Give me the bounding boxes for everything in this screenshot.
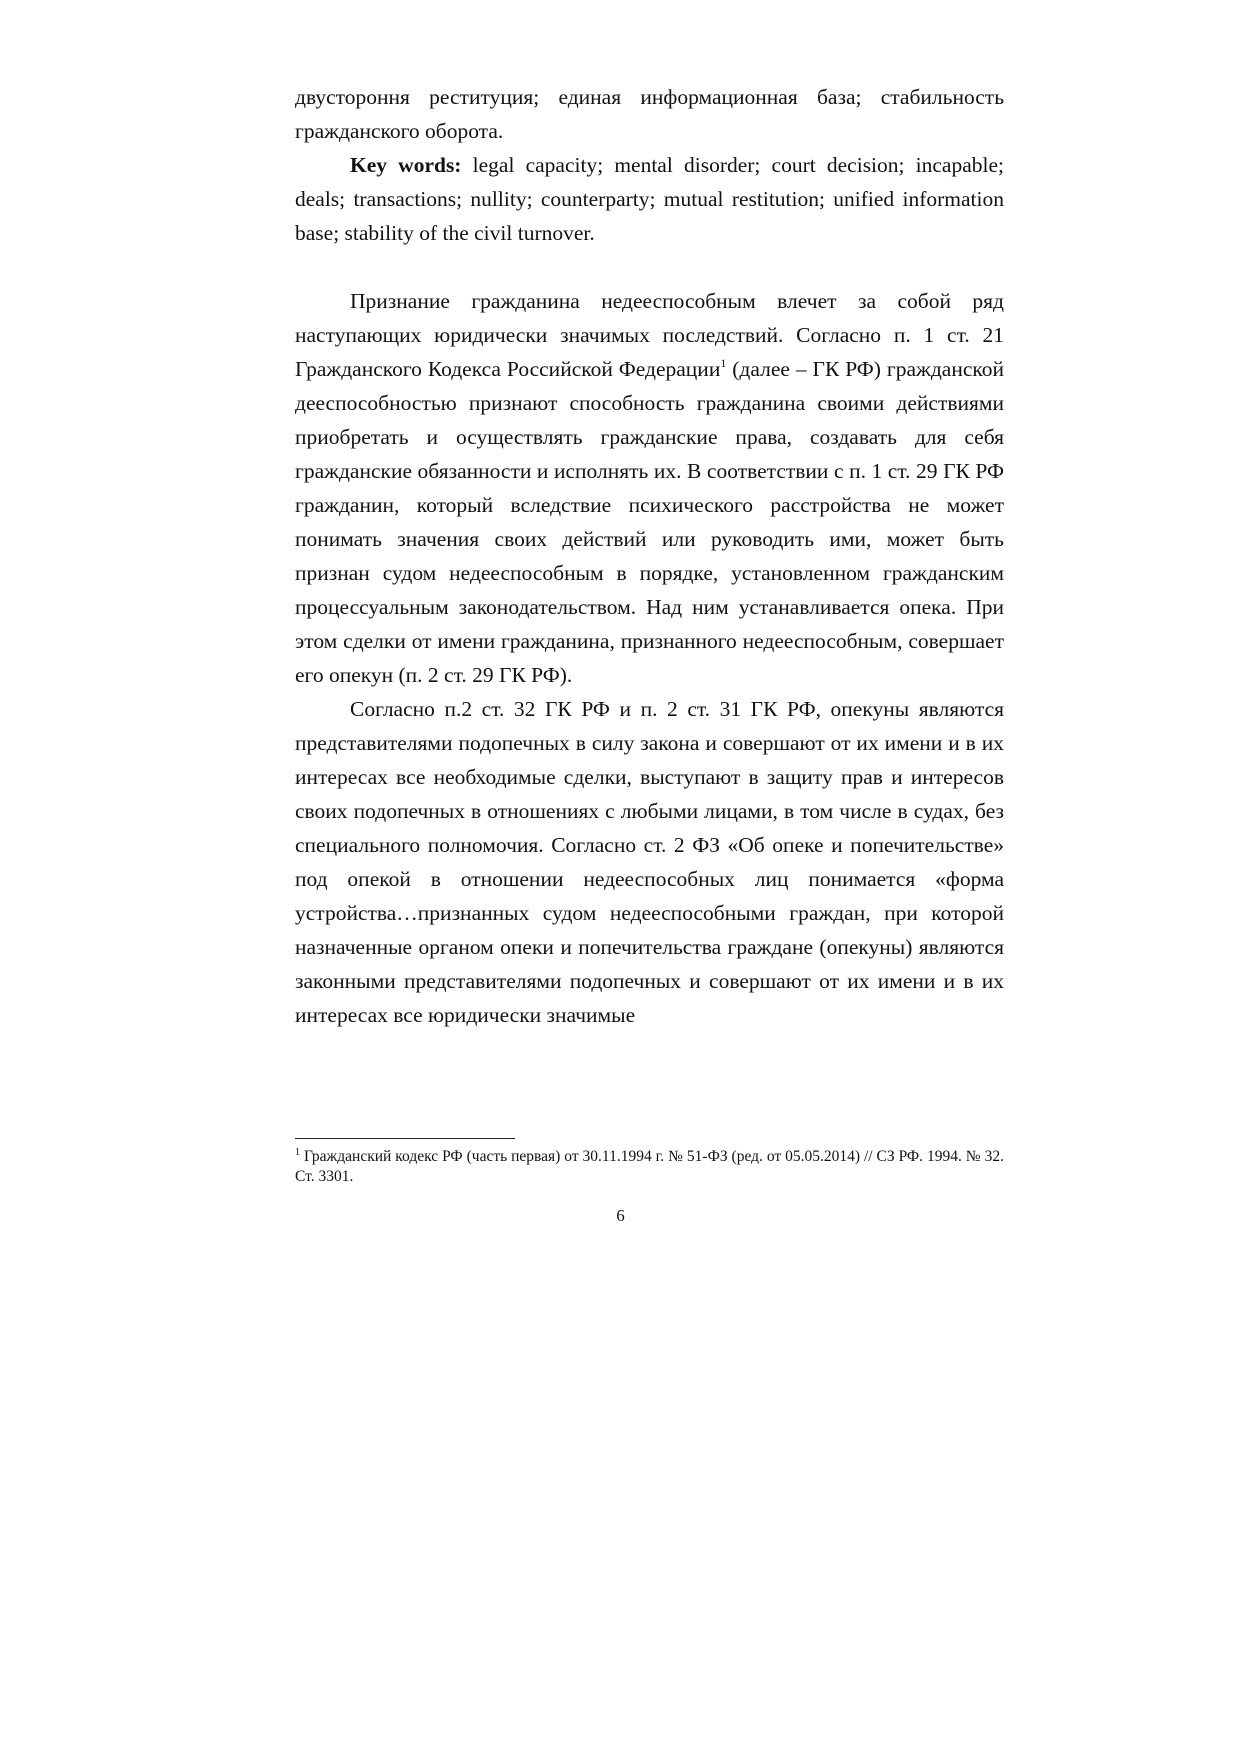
footnote — [295, 1147, 1004, 1187]
paragraph-2: Согласно п.2 ст. 32 ГК РФ и п. 2 ст. 31 ГК РФ, опекуны являются представителями подопечных в силу закона и совершают от их имени и в их интересах все необходимые сделки, выступают в защиту прав и интересов своих подопечных в отношениях с любыми лицами, в том числе в судах, без специального полномочия. Согласно ст. 2 ФЗ «Об опеке и попечительстве» под опекой в отношении недееспособных лиц понимается «форма устройства…признанных судом недееспособными граждан, при которой назначенные органом опеки и попечительства граждане (опекуны) являются законными представителями подопечных и совершают от их имени и в их интересах все юридически значимые — [295, 697, 1004, 1027]
keywords-text: legal capacity; mental disorder; court decision; incapable; deals; transactions; nullity; counterparty; mutual restitution; unified information base; stability of the civil turnover. — [295, 153, 1004, 245]
keywords-label: Key words: — [350, 153, 462, 177]
footnote-number: 1 — [295, 1147, 300, 1158]
paragraph-1-part-a: Признание гражданина недееспособным влечет за собой ряд наступающих юридически значимых последствий. Согласно п. 1 ст. 21 Гражданского Кодекса Российской Федерации — [295, 289, 1004, 381]
page-body — [295, 80, 1004, 1032]
section-gap — [295, 250, 1004, 284]
footnote-rule — [295, 1138, 515, 1139]
keywords-paragraph — [295, 148, 1004, 250]
abstract-tail: двустороння реституция; единая информационная база; стабильность гражданского оборота. — [295, 85, 1004, 143]
paragraph-1-part-b: (далее – ГК РФ) гражданской дееспособностью признают способность гражданина своими действиями приобретать и осуществлять гражданские права, создавать для себя гражданские обязанности и исполнять их. В соответствии с п. 1 ст. 29 ГК РФ гражданин, который вследствие психического расстройства не может понимать значения своих действий или руководить ими, может быть признан судом недееспособным в порядке, установленном гражданским процессуальным законодательством. Над ним устанавливается опека. При этом сделки от имени гражданина, признанного недееспособным, совершает его опекун (п. 2 ст. 29 ГК РФ). — [295, 357, 1004, 687]
footnote-area — [295, 1138, 1004, 1187]
page-number: 6 — [616, 1206, 625, 1225]
footnote-text: Гражданский кодекс РФ (часть первая) от 30.11.1994 г. № 51-ФЗ (ред. от 05.05.2014) // СЗ РФ. 1994. № 32. Ст. 3301. — [295, 1148, 1004, 1185]
paragraph-1 — [295, 284, 1004, 692]
footnote-reference[interactable]: 1 — [720, 356, 727, 370]
